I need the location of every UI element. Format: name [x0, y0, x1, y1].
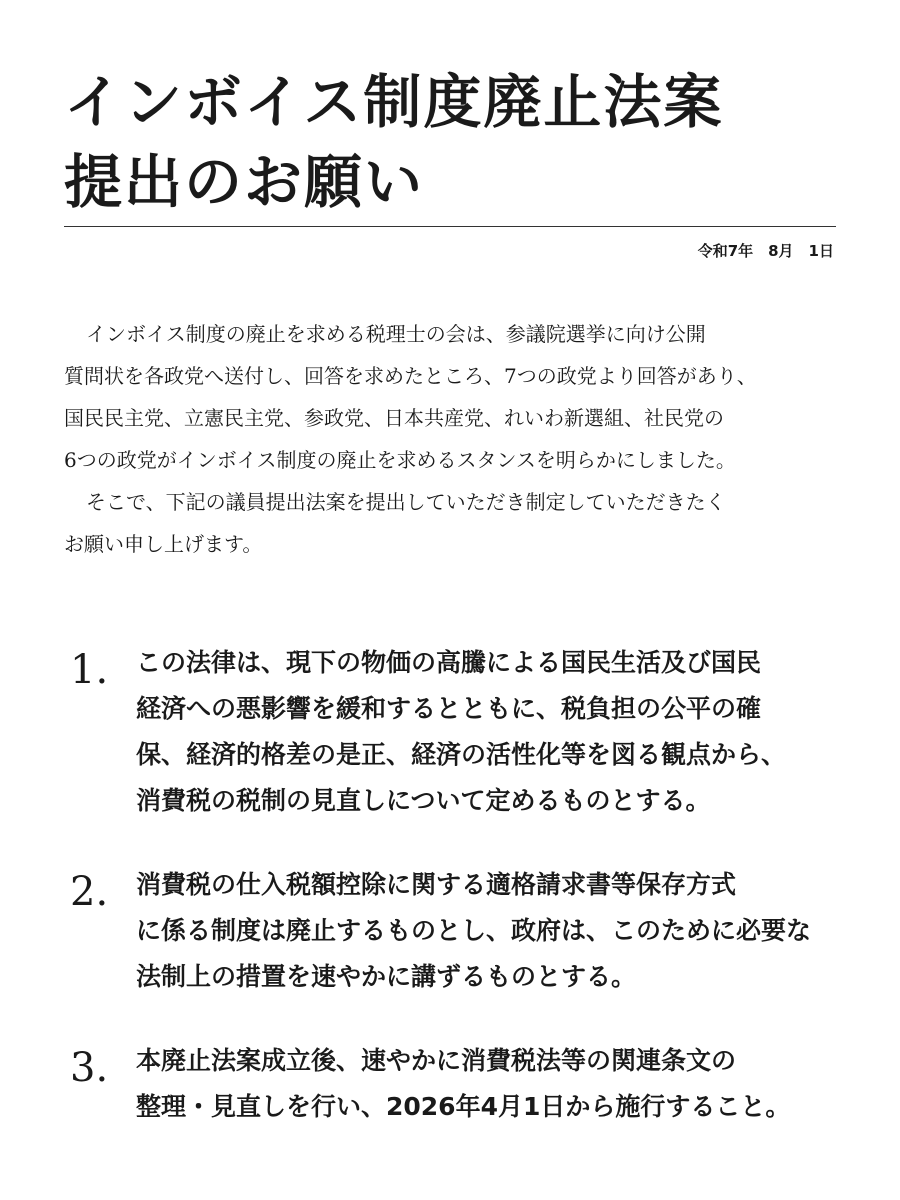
document-date: 令和7年 8月 1日: [697, 242, 834, 260]
item-number: 3.: [70, 1045, 109, 1091]
item-text: [136, 862, 856, 1000]
item-line: に係る制度は廃止するものとし、政府は、このために必要な: [136, 916, 812, 945]
item-number: 2.: [70, 869, 109, 915]
title-line: 提出のお願い: [64, 148, 425, 216]
item-line: 消費税の税制の見直しについて定めるものとする。: [136, 786, 711, 815]
intro-line: インボイス制度の廃止を求める税理士の会は、参議院選挙に向け公開: [86, 322, 706, 346]
intro-line: お願い申し上げます。: [64, 532, 263, 556]
item-line: 経済への悪影響を緩和するとともに、税負担の公平の確: [136, 694, 762, 723]
item-line: 消費税の仕入税額控除に関する適格請求書等保存方式: [136, 870, 737, 899]
item-text: [136, 1038, 856, 1130]
intro-line: 国民民主党、立憲民主党、参政党、日本共産党、れいわ新選組、社民党の: [64, 406, 724, 430]
document-title: [64, 62, 844, 222]
item-line: 整理・見直しを行い、2026年4月1日から施行すること。: [136, 1092, 791, 1121]
item-number: 1.: [70, 647, 109, 693]
item-line: この法律は、現下の物価の高騰による国民生活及び国民: [136, 648, 762, 677]
item-line: 保、経済的格差の是正、経済の活性化等を図る観点から、: [136, 740, 787, 769]
item-line: 法制上の措置を速やかに講ずるものとする。: [136, 962, 637, 991]
item-text: [136, 640, 856, 824]
intro-line: 質問状を各政党へ送付し、回答を求めたところ、7つの政党より回答があり、: [64, 364, 757, 388]
title-line: インボイス制度廃止法案: [64, 68, 724, 136]
intro-paragraph: [64, 313, 839, 565]
intro-line: 6つの政党がインボイス制度の廃止を求めるスタンスを明らかにしました。: [64, 448, 736, 472]
intro-line: そこで、下記の議員提出法案を提出していただき制定していただきたく: [86, 490, 726, 514]
title-divider: [64, 226, 836, 227]
item-line: 本廃止法案成立後、速やかに消費税法等の関連条文の: [136, 1046, 737, 1075]
